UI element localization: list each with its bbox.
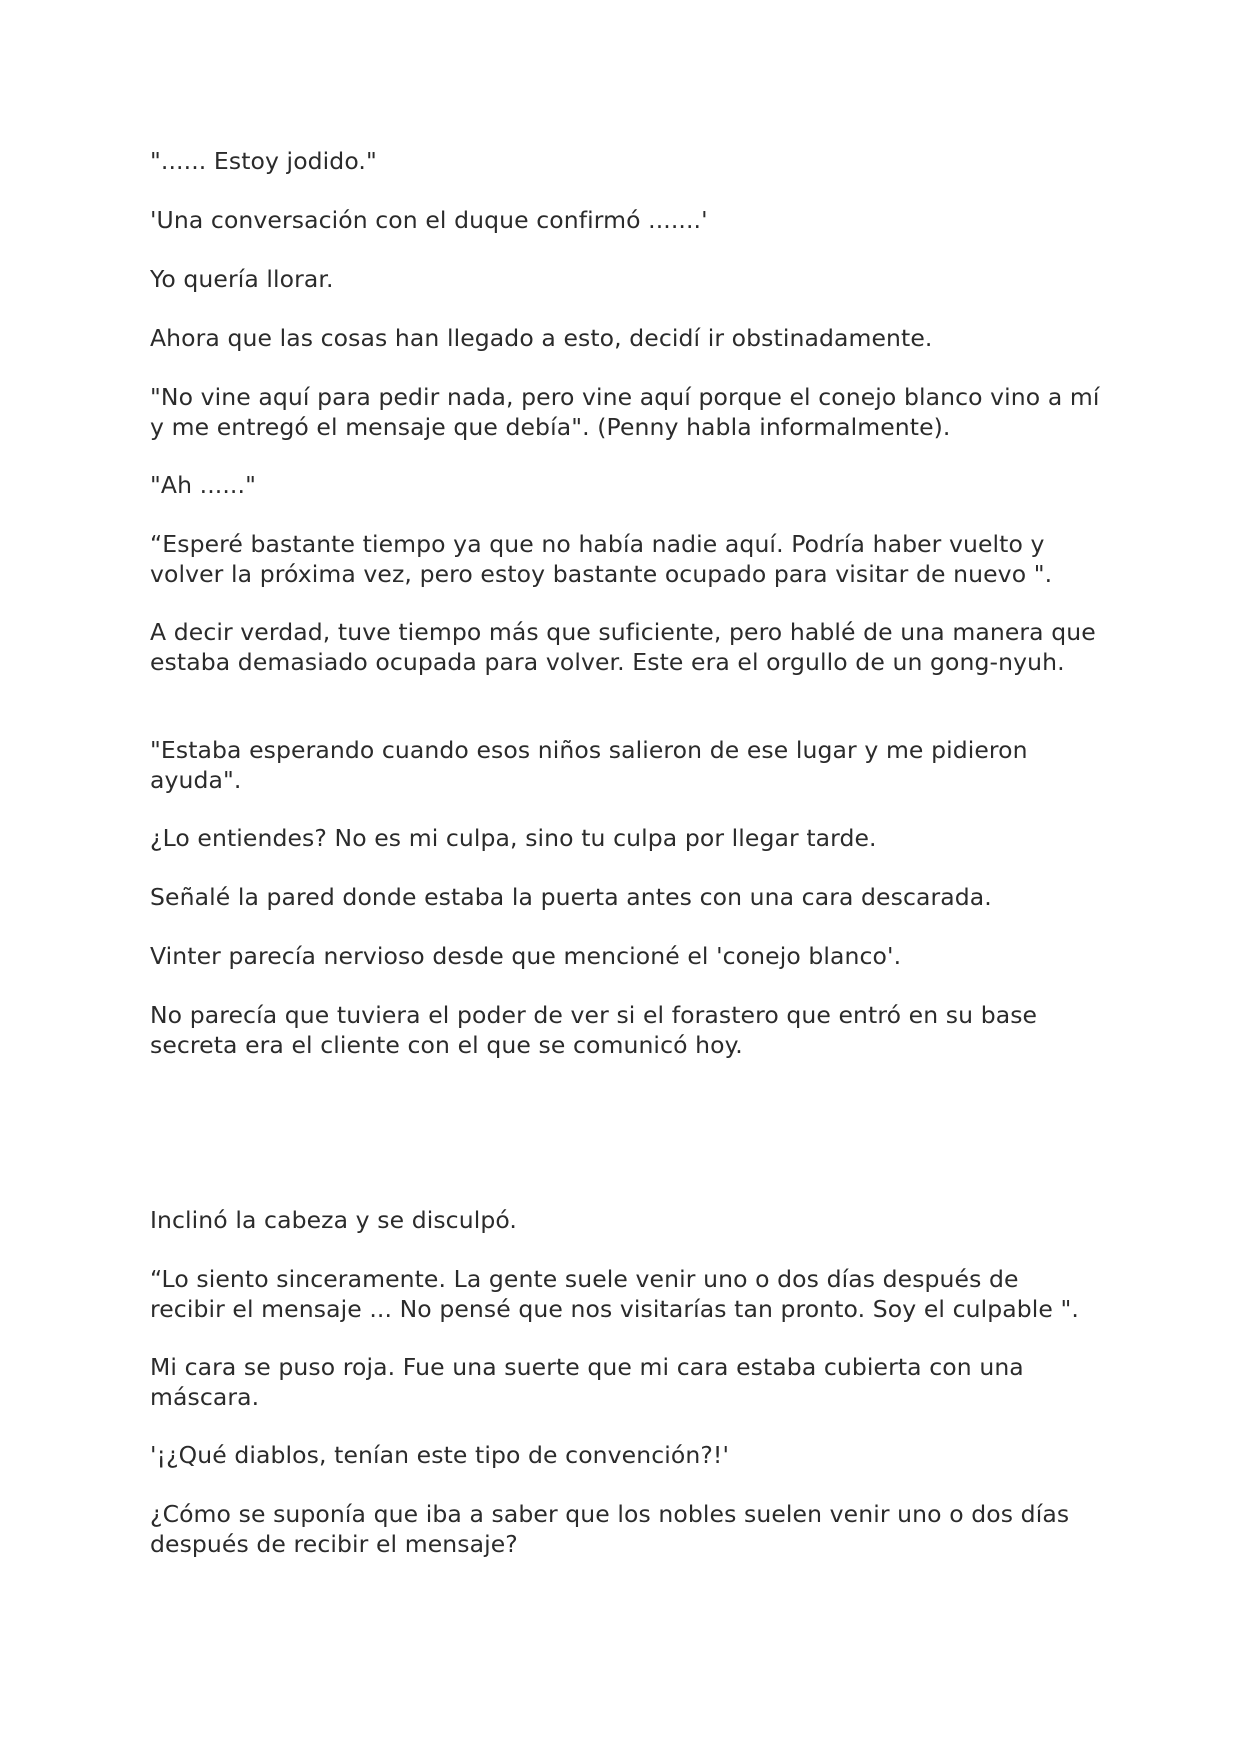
paragraph: No parecía que tuviera el poder de ver si el forastero que entró en su base secreta era el cliente con el que se comunicó hoy. <box>150 1001 1038 1059</box>
paragraph: Inclinó la cabeza y se disculpó. <box>150 1206 517 1234</box>
paragraph: "...... Estoy jodido." <box>150 147 377 175</box>
paragraph: ¿Cómo se suponía que iba a saber que los nobles suelen venir uno o dos días después de recibir el mensaje? <box>150 1500 1070 1558</box>
paragraph: A decir verdad, tuve tiempo más que suficiente, pero hablé de una manera que estaba demasiado ocupada para volver. Este era el orgullo de un gong-nyuh. <box>150 618 1096 676</box>
paragraph: '¡¿Qué diablos, tenían este tipo de convención?!' <box>150 1441 730 1469</box>
paragraph: “Lo siento sinceramente. La gente suele venir uno o dos días después de recibir el mensaje ... No pensé que nos visitarías tan pronto. Soy el culpable ". <box>150 1265 1080 1323</box>
paragraph: Señalé la pared donde estaba la puerta antes con una cara descarada. <box>150 883 992 911</box>
paragraph: "Estaba esperando cuando esos niños salieron de ese lugar y me pidieron ayuda". <box>150 736 1028 794</box>
paragraph: Ahora que las cosas han llegado a esto, decidí ir obstinadamente. <box>150 324 933 352</box>
paragraph: "Ah ......" <box>150 471 256 499</box>
paragraph: "No vine aquí para pedir nada, pero vine aquí porque el conejo blanco vino a mí y me entregó el mensaje que debía". (Penny habla informalmente). <box>150 383 1100 441</box>
paragraph: 'Una conversación con el duque confirmó .......' <box>150 206 708 234</box>
paragraph: Mi cara se puso roja. Fue una suerte que mi cara estaba cubierta con una máscara. <box>150 1353 1024 1411</box>
paragraph: Vinter parecía nervioso desde que mencioné el 'conejo blanco'. <box>150 942 902 970</box>
paragraph: ¿Lo entiendes? No es mi culpa, sino tu culpa por llegar tarde. <box>150 824 877 852</box>
paragraph: “Esperé bastante tiempo ya que no había nadie aquí. Podría haber vuelto y volver la próxima vez, pero estoy bastante ocupado para visitar de nuevo ". <box>150 530 1053 588</box>
paragraph: Yo quería llorar. <box>150 265 334 293</box>
